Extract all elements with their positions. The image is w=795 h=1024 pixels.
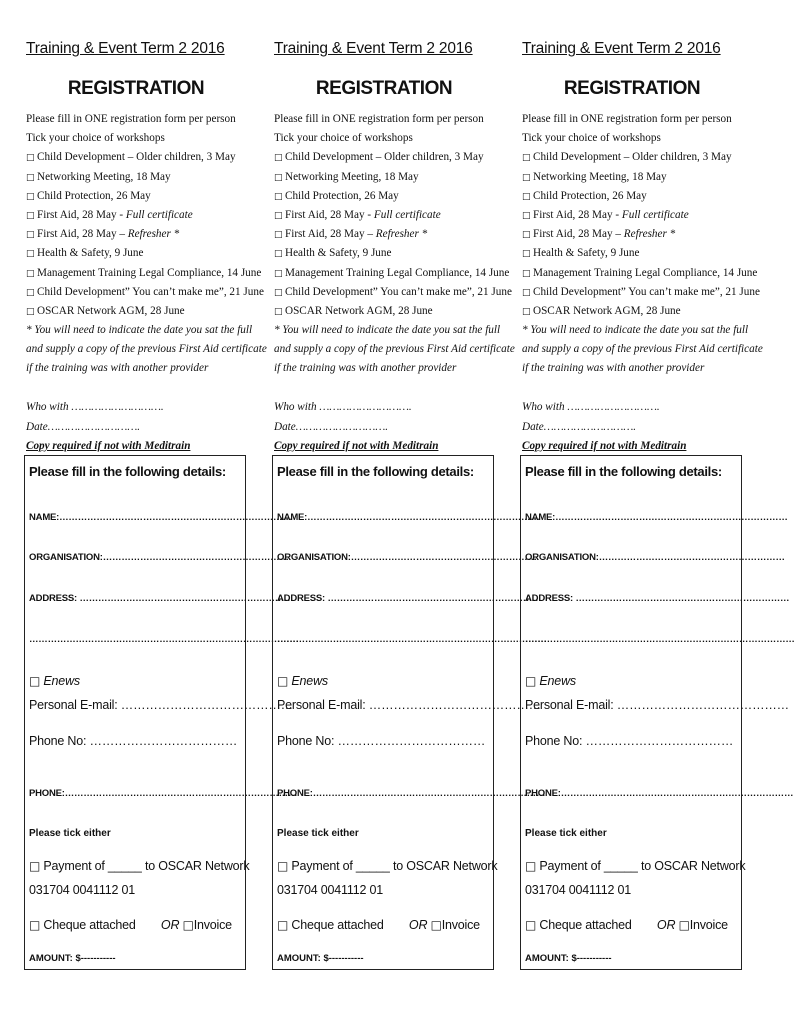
workshop-list (26, 110, 267, 379)
cheque-invoice-options (277, 918, 493, 932)
workshop-label: Management Training Legal Compliance, 14 June (37, 266, 262, 279)
workshop-label: Networking Meeting, 18 May (37, 170, 171, 183)
registration-heading: REGISTRATION (67, 78, 205, 99)
workshop-option[interactable] (26, 187, 267, 206)
account-number: 031704 0041112 01 (277, 883, 383, 897)
address-line-2[interactable]: …………………………………………………………………………… (29, 634, 299, 645)
organisation-field[interactable]: ORGANISATION:…………………………………………………… (525, 552, 785, 563)
phone-no-field[interactable]: Phone No: ……………………………… (29, 734, 238, 748)
intro-line: Please fill in ONE registration form per person (522, 113, 732, 125)
checkbox-icon[interactable]: □ (525, 918, 537, 932)
payment-label: Payment of _____ to OSCAR Network (43, 859, 250, 873)
workshop-label: First Aid, 28 May – (533, 228, 624, 241)
checkbox-icon[interactable]: □ (29, 918, 41, 932)
who-with-field[interactable]: Who with ………………………. (26, 401, 164, 413)
workshop-option[interactable] (274, 225, 515, 244)
checkbox-icon[interactable]: □ (26, 268, 35, 279)
or-label: OR (408, 918, 428, 932)
workshop-option[interactable] (26, 244, 267, 263)
checkbox-icon[interactable]: □ (26, 230, 35, 241)
details-header: Please fill in the following details: (277, 464, 474, 479)
workshop-option[interactable] (26, 148, 267, 167)
payment-option[interactable] (277, 859, 498, 873)
workshop-label: Health & Safety, 9 June (285, 247, 392, 260)
workshop-option[interactable] (26, 264, 267, 283)
workshop-option[interactable] (274, 264, 515, 283)
checkbox-icon[interactable]: □ (274, 230, 283, 241)
checkbox-icon[interactable]: □ (274, 191, 283, 202)
cheque-invoice-options (29, 918, 245, 932)
workshop-variant: Refresher * (127, 228, 180, 241)
workshop-option[interactable] (522, 168, 763, 187)
checkbox-icon[interactable]: □ (678, 918, 690, 932)
enews-label: Enews (43, 674, 80, 688)
checkbox-icon[interactable]: □ (26, 249, 35, 260)
workshop-label: Management Training Legal Compliance, 14 June (533, 266, 758, 279)
checkbox-icon[interactable]: □ (522, 153, 531, 164)
workshop-label: Networking Meeting, 18 May (533, 170, 667, 183)
workshop-label: Health & Safety, 9 June (533, 247, 640, 260)
details-box (272, 455, 547, 970)
workshop-label: OSCAR Network AGM, 28 June (37, 304, 185, 317)
name-field[interactable]: NAME:………………………………………………………………… (525, 512, 788, 523)
workshop-option[interactable] (26, 206, 267, 225)
workshop-label: OSCAR Network AGM, 28 June (533, 304, 681, 317)
note-line: * You will need to indicate the date you sat the full (522, 324, 749, 337)
note-line: and supply a copy of the previous First Aid certificate (274, 343, 515, 356)
workshop-label: First Aid, 28 May – (285, 228, 376, 241)
details-header: Please fill in the following details: (525, 464, 722, 479)
invoice-label: Invoice (441, 918, 480, 932)
note-line: if the training was with another provider (522, 362, 705, 375)
phone-field[interactable]: PHONE:………………………………………………………………… (525, 788, 794, 799)
name-field[interactable]: NAME:………………………………………………………………… (277, 512, 540, 523)
enews-option[interactable] (277, 674, 493, 688)
workshop-option[interactable] (522, 187, 763, 206)
workshop-option[interactable] (274, 244, 515, 263)
workshop-option[interactable] (274, 283, 515, 302)
checkbox-icon[interactable]: □ (430, 918, 442, 932)
workshop-label: Management Training Legal Compliance, 14 June (285, 266, 510, 279)
payment-label: Payment of _____ to OSCAR Network (539, 859, 746, 873)
cheque-label: Cheque attached (291, 918, 384, 932)
address-field[interactable]: ADDRESS: …………………………………………………………… (29, 593, 294, 604)
tick-either-label: Please tick either (525, 828, 607, 839)
checkbox-icon[interactable]: □ (26, 210, 35, 221)
workshop-option[interactable] (26, 283, 267, 302)
note-line: if the training was with another provider (274, 362, 457, 375)
workshop-option[interactable] (274, 302, 515, 321)
workshop-list (274, 110, 515, 379)
workshop-label: Child Development – Older children, 3 May (533, 151, 732, 164)
registration-heading: REGISTRATION (315, 78, 453, 99)
workshop-option[interactable] (26, 225, 267, 244)
checkbox-icon[interactable]: □ (29, 859, 41, 873)
who-with-block (522, 398, 686, 457)
payment-label: Payment of _____ to OSCAR Network (291, 859, 498, 873)
checkbox-icon[interactable]: □ (522, 249, 531, 260)
checkbox-icon[interactable]: □ (274, 210, 283, 221)
checkbox-icon[interactable]: □ (525, 674, 537, 688)
intro-line: Please fill in ONE registration form per person (274, 113, 484, 125)
checkbox-icon[interactable]: □ (26, 172, 35, 183)
address-line-2[interactable]: …………………………………………………………………………… (525, 634, 795, 645)
workshop-label: Child Protection, 26 May (285, 189, 399, 202)
checkbox-icon[interactable]: □ (522, 230, 531, 241)
checkbox-icon[interactable]: □ (277, 674, 289, 688)
checkbox-icon[interactable]: □ (522, 191, 531, 202)
checkbox-icon[interactable]: □ (277, 859, 289, 873)
amount-field[interactable]: AMOUNT: $----------- (525, 953, 612, 964)
workshop-label: Health & Safety, 9 June (37, 247, 144, 260)
organisation-field[interactable]: ORGANISATION:…………………………………………………… (29, 552, 289, 563)
checkbox-icon[interactable]: □ (274, 306, 283, 317)
note-line: * You will need to indicate the date you sat the full (26, 324, 253, 337)
workshop-option[interactable] (522, 206, 763, 225)
workshop-label: Child Protection, 26 May (533, 189, 647, 202)
workshop-label: Child Development” You can’t make me”, 21 June (533, 285, 760, 298)
term-title: Training & Event Term 2 2016 (274, 40, 473, 57)
note-line: * You will need to indicate the date you sat the full (274, 324, 501, 337)
workshop-label: First Aid, 28 May – (37, 228, 128, 241)
intro-line: Tick your choice of workshops (26, 132, 165, 145)
checkbox-icon[interactable]: □ (274, 268, 283, 279)
workshop-label: Child Protection, 26 May (37, 189, 151, 202)
workshop-label: Child Development” You can’t make me”, 21 June (37, 285, 264, 298)
copy-required-note: Copy required if not with Meditrain (274, 440, 439, 452)
account-number: 031704 0041112 01 (29, 883, 135, 897)
name-field[interactable]: NAME:………………………………………………………………… (29, 512, 292, 523)
workshop-option[interactable] (522, 264, 763, 283)
workshop-variant: Full certificate (373, 208, 441, 221)
term-title: Training & Event Term 2 2016 (26, 40, 225, 57)
checkbox-icon[interactable]: □ (26, 153, 35, 164)
checkbox-icon[interactable]: □ (522, 287, 531, 298)
personal-email-field[interactable]: Personal E-mail: …………………………………… (525, 698, 789, 712)
date-field[interactable]: Date………………………. (274, 420, 389, 433)
workshop-option[interactable] (274, 148, 515, 167)
workshop-variant: Refresher * (623, 228, 676, 241)
workshop-option[interactable] (522, 283, 763, 302)
workshop-label: Child Development – Older children, 3 May (285, 151, 484, 164)
account-number: 031704 0041112 01 (525, 883, 631, 897)
cheque-label: Cheque attached (43, 918, 136, 932)
address-field[interactable]: ADDRESS: …………………………………………………………… (525, 593, 790, 604)
checkbox-icon[interactable]: □ (274, 249, 283, 260)
workshop-label: Child Development” You can’t make me”, 21 June (285, 285, 512, 298)
copy-required-note: Copy required if not with Meditrain (522, 440, 687, 452)
workshop-list (522, 110, 763, 379)
who-with-field[interactable]: Who with ………………………. (274, 401, 412, 413)
address-line-2[interactable]: …………………………………………………………………………… (277, 634, 547, 645)
enews-option[interactable] (525, 674, 741, 688)
tick-either-label: Please tick either (277, 828, 359, 839)
checkbox-icon[interactable]: □ (522, 172, 531, 183)
note-line: and supply a copy of the previous First Aid certificate (522, 343, 763, 356)
or-label: OR (160, 918, 180, 932)
workshop-option[interactable] (274, 206, 515, 225)
intro-line: Please fill in ONE registration form per person (26, 113, 236, 125)
checkbox-icon[interactable]: □ (29, 674, 41, 688)
details-box (520, 455, 795, 970)
checkbox-icon[interactable]: □ (182, 918, 194, 932)
tick-either-label: Please tick either (29, 828, 111, 839)
date-field[interactable]: Date………………………. (26, 420, 141, 433)
cheque-label: Cheque attached (539, 918, 632, 932)
workshop-label: Networking Meeting, 18 May (285, 170, 419, 183)
personal-email-field[interactable]: Personal E-mail: …………………………………… (29, 698, 293, 712)
checkbox-icon[interactable]: □ (525, 859, 537, 873)
phone-no-field[interactable]: Phone No: ……………………………… (525, 734, 734, 748)
workshop-option[interactable] (274, 187, 515, 206)
phone-field[interactable]: PHONE:………………………………………………………………… (277, 788, 546, 799)
checkbox-icon[interactable]: □ (522, 210, 531, 221)
phone-field[interactable]: PHONE:………………………………………………………………… (29, 788, 298, 799)
checkbox-icon[interactable]: □ (26, 191, 35, 202)
amount-field[interactable]: AMOUNT: $----------- (29, 953, 116, 964)
enews-label: Enews (539, 674, 576, 688)
workshop-variant: Full certificate (125, 208, 193, 221)
registration-heading: REGISTRATION (563, 78, 701, 99)
invoice-label: Invoice (689, 918, 728, 932)
checkbox-icon[interactable]: □ (277, 918, 289, 932)
note-line: and supply a copy of the previous First Aid certificate (26, 343, 267, 356)
term-title: Training & Event Term 2 2016 (522, 40, 721, 57)
organisation-field[interactable]: ORGANISATION:…………………………………………………… (277, 552, 537, 563)
details-box (24, 455, 299, 970)
workshop-option[interactable] (522, 225, 763, 244)
workshop-option[interactable] (274, 168, 515, 187)
checkbox-icon[interactable]: □ (274, 287, 283, 298)
payment-option[interactable] (525, 859, 746, 873)
intro-line: Tick your choice of workshops (274, 132, 413, 145)
personal-email-field[interactable]: Personal E-mail: …………………………………… (277, 698, 541, 712)
workshop-label: OSCAR Network AGM, 28 June (285, 304, 433, 317)
who-with-block (274, 398, 438, 457)
cheque-invoice-options (525, 918, 741, 932)
checkbox-icon[interactable]: □ (274, 153, 283, 164)
amount-field[interactable]: AMOUNT: $----------- (277, 953, 364, 964)
workshop-option[interactable] (522, 148, 763, 167)
invoice-label: Invoice (193, 918, 232, 932)
who-with-block (26, 398, 190, 457)
checkbox-icon[interactable]: □ (522, 268, 531, 279)
workshop-option[interactable] (26, 302, 267, 321)
workshop-label: First Aid, 28 May - (533, 208, 622, 221)
workshop-label: First Aid, 28 May - (285, 208, 374, 221)
note-line: if the training was with another provider (26, 362, 209, 375)
checkbox-icon[interactable]: □ (26, 287, 35, 298)
date-field[interactable]: Date………………………. (522, 420, 637, 433)
payment-option[interactable] (29, 859, 250, 873)
address-field[interactable]: ADDRESS: …………………………………………………………… (277, 593, 542, 604)
copy-required-note: Copy required if not with Meditrain (26, 440, 191, 452)
checkbox-icon[interactable]: □ (26, 306, 35, 317)
checkbox-icon[interactable]: □ (522, 306, 531, 317)
intro-line: Tick your choice of workshops (522, 132, 661, 145)
or-label: OR (656, 918, 676, 932)
phone-no-field[interactable]: Phone No: ……………………………… (277, 734, 486, 748)
enews-option[interactable] (29, 674, 245, 688)
workshop-label: Child Development – Older children, 3 May (37, 151, 236, 164)
details-header: Please fill in the following details: (29, 464, 226, 479)
workshop-option[interactable] (26, 168, 267, 187)
checkbox-icon[interactable]: □ (274, 172, 283, 183)
workshop-variant: Full certificate (621, 208, 689, 221)
who-with-field[interactable]: Who with ………………………. (522, 401, 660, 413)
workshop-option[interactable] (522, 302, 763, 321)
enews-label: Enews (291, 674, 328, 688)
workshop-option[interactable] (522, 244, 763, 263)
workshop-label: First Aid, 28 May - (37, 208, 126, 221)
workshop-variant: Refresher * (375, 228, 428, 241)
